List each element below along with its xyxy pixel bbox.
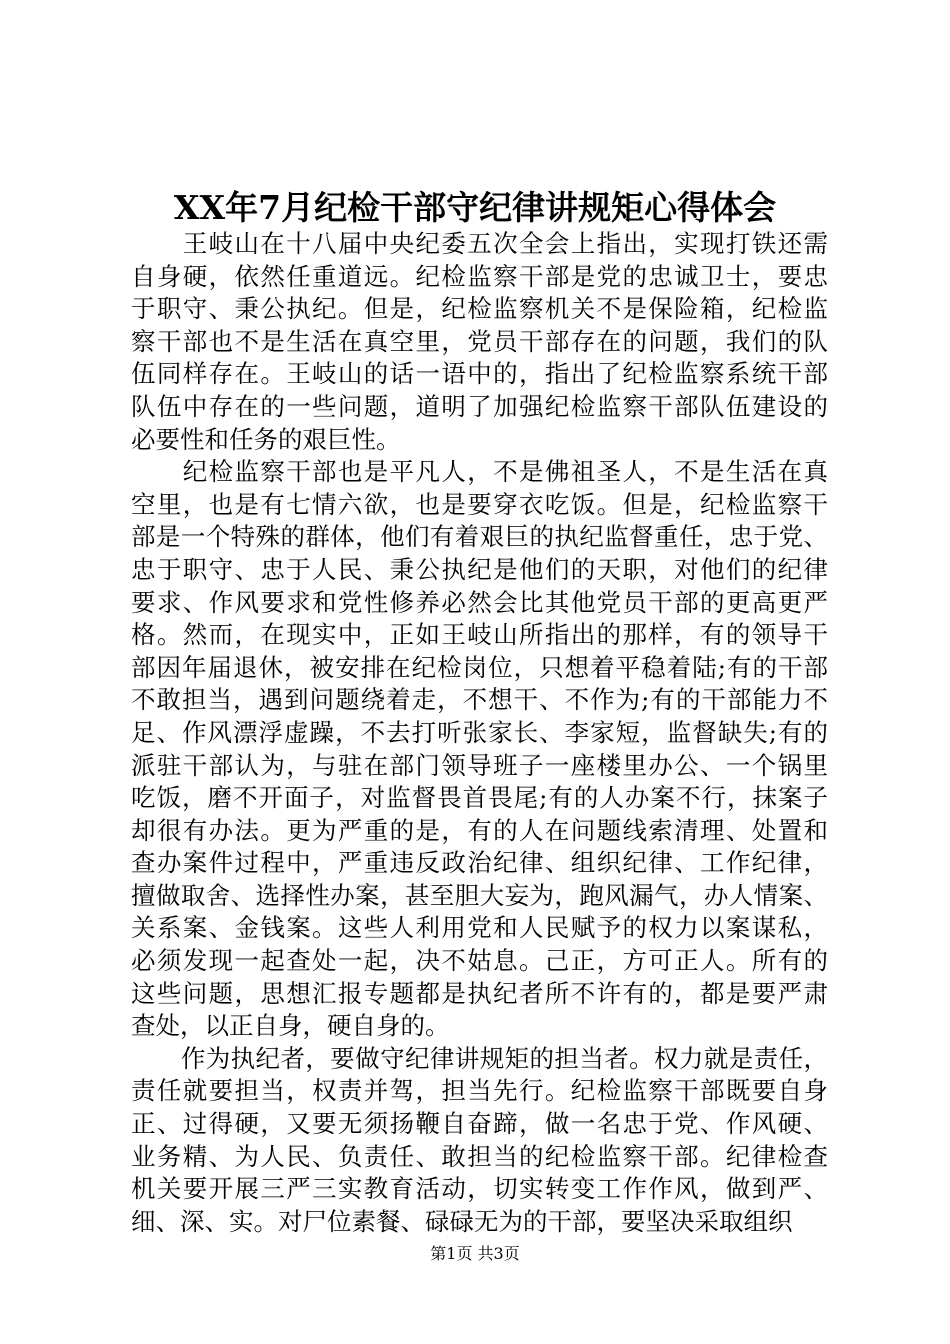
document-title: XX年7月纪检干部守纪律讲规矩心得体会 <box>173 188 777 227</box>
text-line: 纪检监察干部也是平凡人，不是佛祖圣人，不是生活在真 <box>131 457 828 487</box>
text-line: 要求、作风要求和党性修养必然会比其他党员干部的更高更严 <box>131 587 828 617</box>
text-line: 这些问题，思想汇报专题都是执纪者所不许有的，都是要严肃 <box>131 978 828 1008</box>
text-line: 于职守、秉公执纪。但是，纪检监察机关不是保险箱，纪检监 <box>131 294 828 324</box>
text-line: 队伍中存在的一些问题，道明了加强纪检监察干部队伍建设的 <box>131 391 828 421</box>
text-line: 正、过得硬，又要无须扬鞭自奋蹄，做一名忠于党、作风硬、 <box>131 1109 828 1139</box>
text-line: 王岐山在十八届中央纪委五次全会上指出，实现打铁还需 <box>131 229 828 258</box>
text-line: 吃饭，磨不开面子，对监督畏首畏尾;有的人办案不行，抹案子 <box>131 783 828 813</box>
text-line: 作为执纪者，要做守纪律讲规矩的担当者。权力就是责任， <box>131 1043 828 1073</box>
text-line: 部因年届退休，被安排在纪检岗位，只想着平稳着陆;有的干部 <box>131 652 828 682</box>
text-line: 伍同样存在。王岐山的话一语中的，指出了纪检监察系统干部 <box>131 359 828 389</box>
text-line: 细、深、实。对尸位素餐、碌碌无为的干部，要坚决采取组织 <box>131 1206 793 1236</box>
paragraph <box>131 228 828 456</box>
text-line: 派驻干部认为，与驻在部门领导班子一座楼里办公、一个锅里 <box>131 750 828 780</box>
text-line: 却很有办法。更为严重的是，有的人在问题线索清理、处置和 <box>131 815 828 845</box>
text-line: 业务精、为人民、负责任、敢担当的纪检监察干部。纪律检查 <box>131 1141 828 1171</box>
text-line: 查办案件过程中，严重违反政治纪律、组织纪律、工作纪律， <box>131 848 828 878</box>
document-body <box>131 228 828 1238</box>
page-footer: 第1页 共3页 <box>430 1244 520 1263</box>
text-line: 忠于职守、忠于人民、秉公执纪是他们的天职，对他们的纪律 <box>131 554 828 584</box>
text-line: 必要性和任务的艰巨性。 <box>131 424 401 454</box>
text-line: 责任就要担当，权责并驾，担当先行。纪检监察干部既要自身 <box>131 1076 828 1106</box>
paragraph <box>131 456 828 1043</box>
text-line: 格。然而，在现实中，正如王岐山所指出的那样，有的领导干 <box>131 620 828 650</box>
text-line: 察干部也不是生活在真空里，党员干部存在的问题，我们的队 <box>131 326 828 356</box>
text-line: 必须发现一起查处一起，决不姑息。己正，方可正人。所有的 <box>131 946 828 976</box>
text-line: 足、作风漂浮虚躁，不去打听张家长、李家短，监督缺失;有的 <box>131 717 828 747</box>
text-line: 自身硬，依然任重道远。纪检监察干部是党的忠诚卫士，要忠 <box>131 261 828 291</box>
text-line: 关系案、金钱案。这些人利用党和人民赋予的权力以案谋私， <box>131 913 828 943</box>
text-line: 部是一个特殊的群体，他们有着艰巨的执纪监督重任，忠于党、 <box>131 522 828 552</box>
text-line: 空里，也是有七情六欲，也是要穿衣吃饭。但是，纪检监察干 <box>131 489 828 519</box>
text-line: 查处，以正自身，硬自身的。 <box>131 1011 450 1041</box>
text-line: 不敢担当，遇到问题绕着走，不想干、不作为;有的干部能力不 <box>131 685 828 715</box>
text-line: 擅做取舍、选择性办案，甚至胆大妄为，跑风漏气，办人情案、 <box>131 880 828 910</box>
text-line: 机关要开展三严三实教育活动，切实转变工作作风，做到严、 <box>131 1174 828 1204</box>
paragraph <box>131 1043 828 1239</box>
